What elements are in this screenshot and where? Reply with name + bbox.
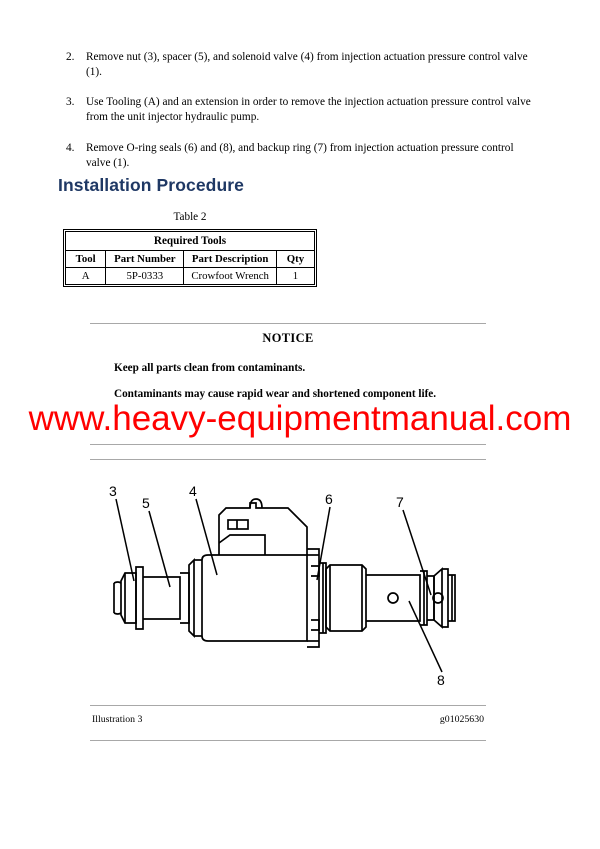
step-number: 2. — [66, 51, 75, 63]
notice-top-divider — [90, 323, 486, 324]
table-row — [66, 251, 314, 268]
list-item — [66, 50, 536, 80]
column-header-tool: Tool — [66, 251, 106, 268]
step-text: Remove O-ring seals (6) and (8), and backup ring (7) from injection actuation pressure control valve (1). — [86, 141, 514, 169]
table-row — [66, 232, 314, 251]
cell-part-number: 5P-0333 — [106, 268, 184, 284]
callout-8: 8 — [437, 672, 445, 688]
table-title-cell: Required Tools — [66, 232, 314, 251]
callout-6: 6 — [325, 491, 333, 507]
step-text: Use Tooling (A) and an extension in order to remove the injection actuation pressure control valve from the unit injector hydraulic pump. — [86, 96, 531, 124]
column-header-part-number: Part Number — [106, 251, 184, 268]
procedure-step-list — [66, 50, 536, 186]
watermark-url: www.heavy-equipmentmanual.com — [28, 399, 572, 438]
notice-title: NOTICE — [262, 331, 314, 345]
column-header-part-description: Part Description — [184, 251, 276, 268]
illustration-caption-top-divider — [90, 705, 486, 706]
page-title: Installation Procedure — [58, 175, 244, 195]
callout-3: 3 — [109, 483, 117, 499]
notice-line-2: Contaminants may cause rapid wear and shortened component life. — [114, 388, 437, 400]
illustration-bottom-divider — [90, 740, 486, 741]
cell-tool: A — [66, 268, 106, 284]
step-number: 3. — [66, 96, 75, 109]
table-caption: Table 2 — [173, 211, 207, 223]
step-text: Remove nut (3), spacer (5), and solenoid valve (4) from injection actuation pressure control valve (1). — [86, 51, 528, 79]
callout-7: 7 — [396, 494, 404, 510]
illustration-graphic-id: g01025630 — [439, 714, 484, 725]
required-tools-table — [63, 229, 317, 287]
list-item — [66, 95, 536, 125]
column-header-qty: Qty — [277, 251, 314, 268]
cell-qty: 1 — [292, 270, 299, 282]
illustration-top-divider — [90, 459, 486, 460]
cell-part-description: Crowfoot Wrench — [184, 268, 276, 284]
list-item — [66, 141, 536, 171]
notice-bottom-divider — [90, 444, 486, 445]
table-row — [66, 268, 314, 284]
callout-4: 4 — [189, 483, 197, 499]
illustration-caption: Illustration 3 — [92, 714, 143, 725]
step-number: 4. — [66, 141, 75, 154]
illustration-figure — [90, 463, 486, 701]
callout-5: 5 — [142, 495, 150, 511]
notice-line-1: Keep all parts clean from contaminants. — [114, 362, 306, 374]
